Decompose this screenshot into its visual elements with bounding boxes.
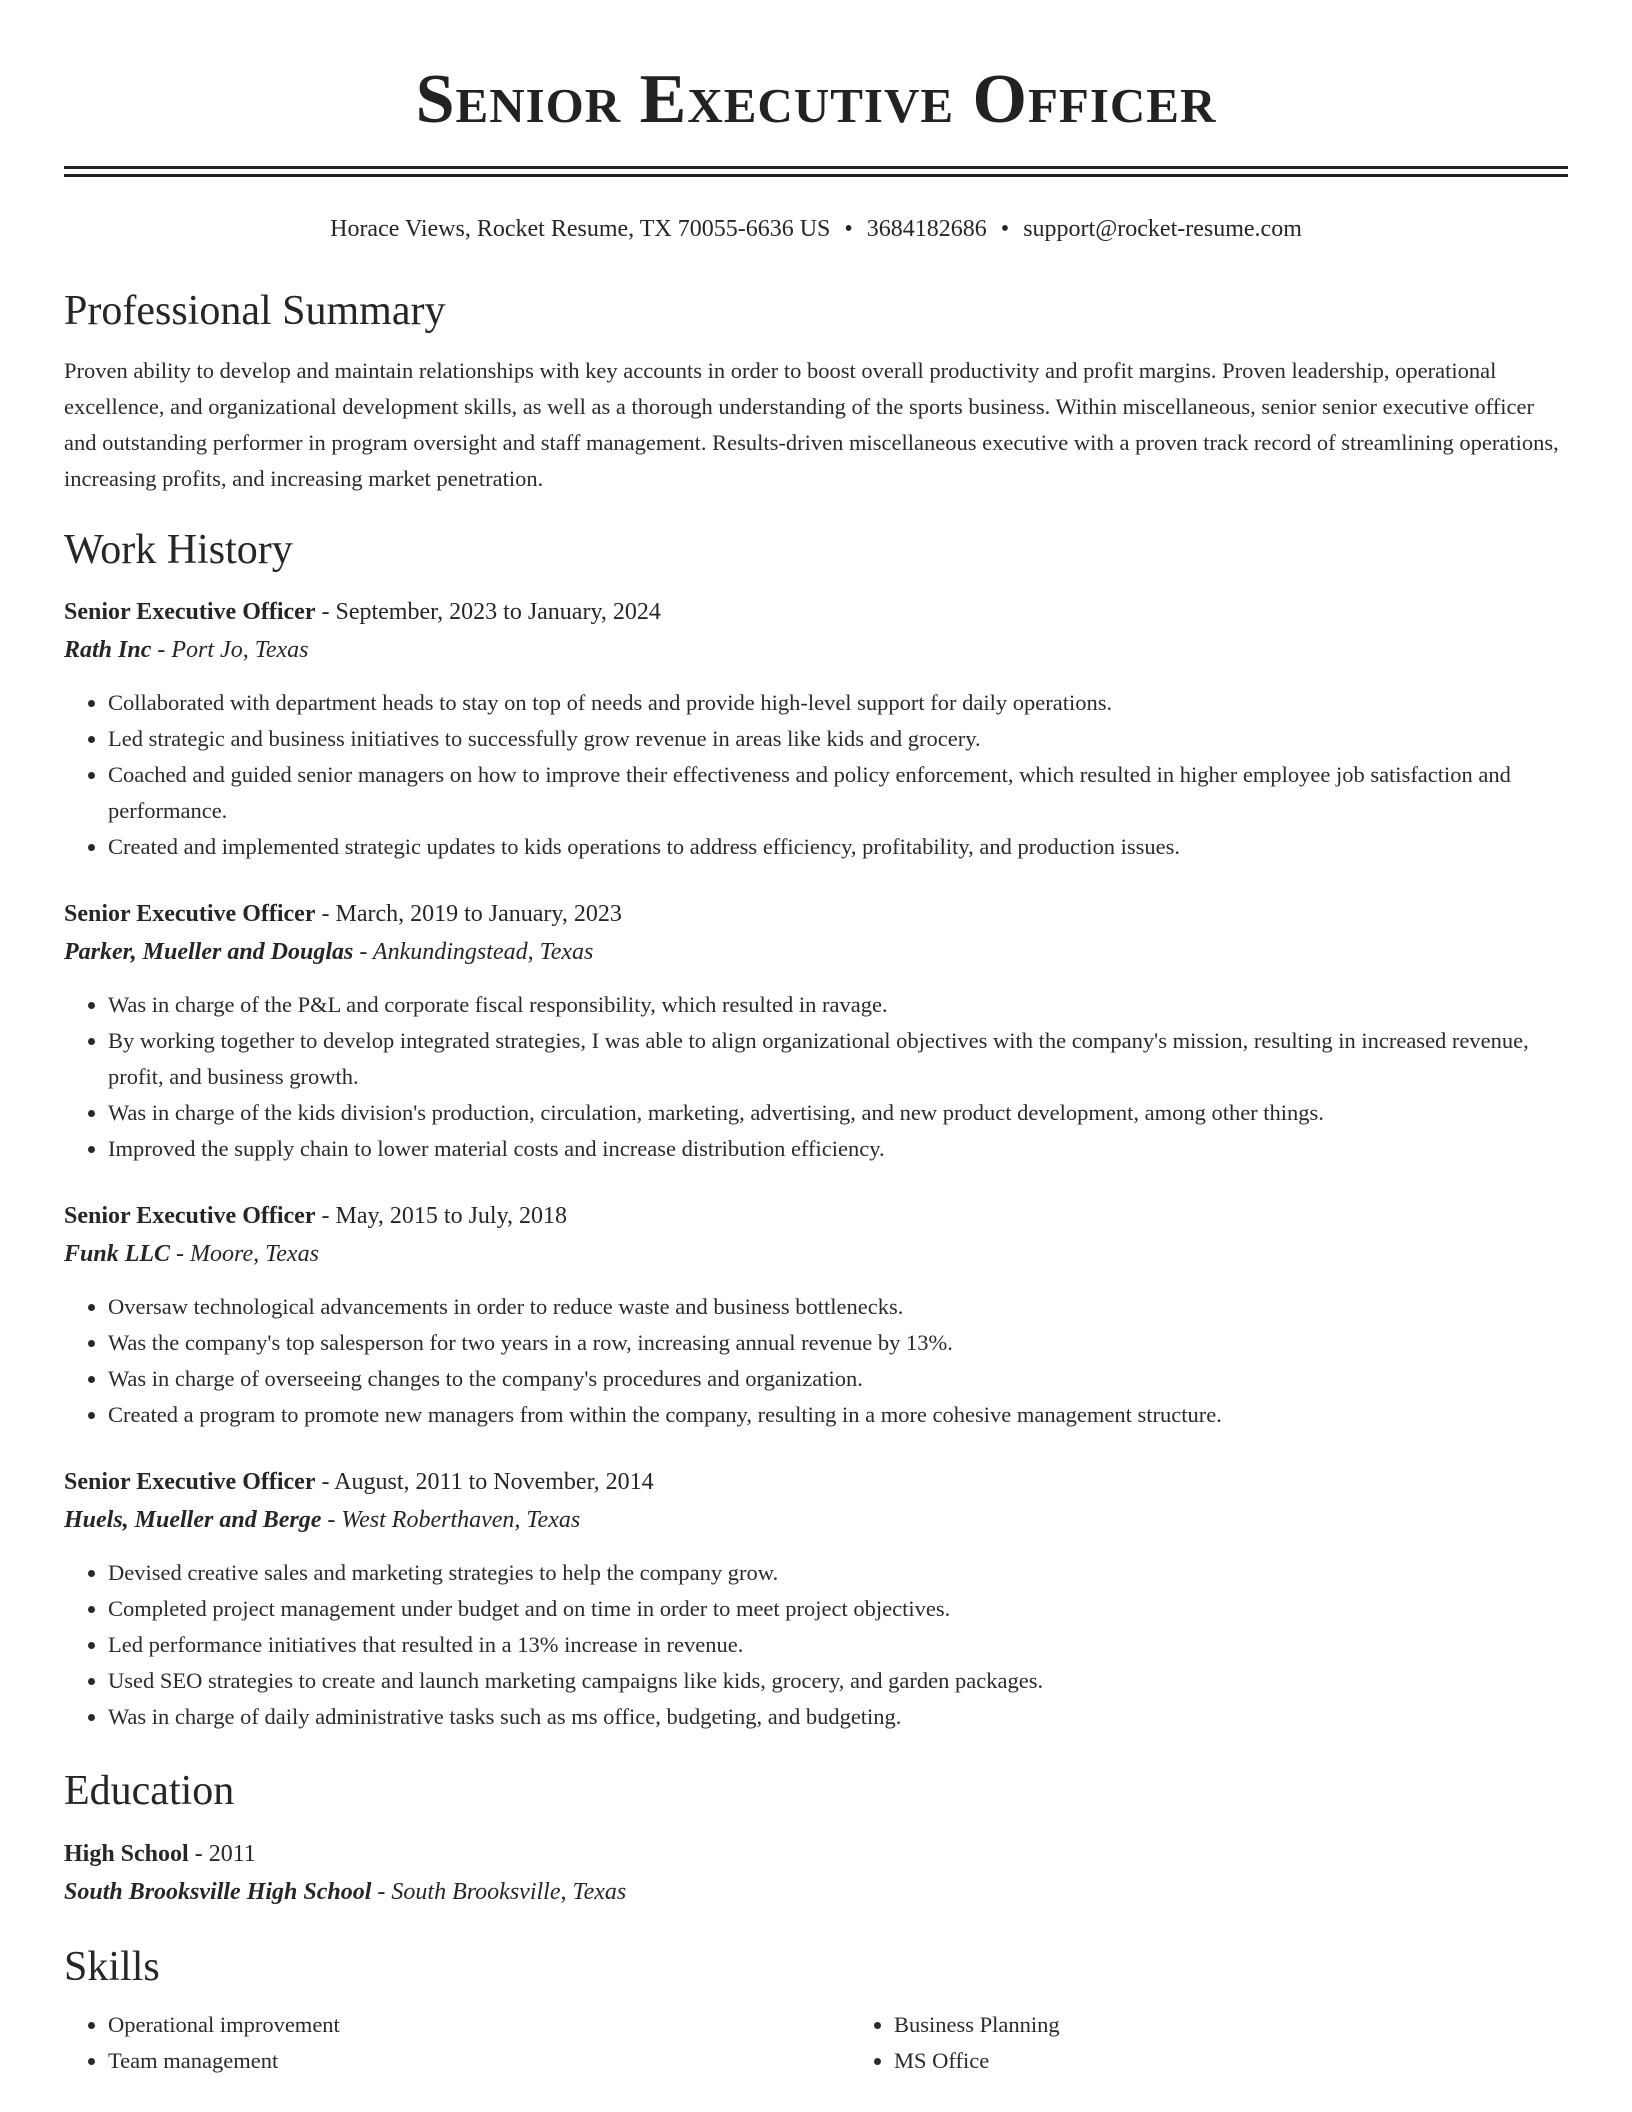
job-dates: - August, 2011 to November, 2014 [315, 1469, 654, 1495]
job-bullet: • Was in charge of overseeing changes to the company's procedures and organization. [108, 1361, 1568, 1397]
job-bullet: • Coached and guided senior managers on how to improve their effectiveness and policy enforcement, which resulted in higher employee job satisfaction and performance. [108, 757, 1568, 829]
job-company: Parker, Mueller and Douglas [64, 939, 354, 965]
job-bullets [64, 1555, 1568, 1735]
education-heading: Education [64, 1768, 235, 1814]
job-title-line [64, 1463, 1568, 1501]
education-location: - South Brooksville, Texas [371, 1879, 627, 1905]
education-entry [64, 1835, 1568, 1911]
job-title-line [64, 593, 1568, 631]
contact-phone: 3684182686 [866, 216, 987, 242]
job-bullets [64, 1289, 1568, 1433]
job-title-line [64, 895, 1568, 933]
skills-right-column [850, 2007, 1060, 2079]
job-bullet: • Collaborated with department heads to stay on top of needs and provide high-level support for daily operations. [108, 685, 1568, 721]
job-company-line [64, 631, 1568, 669]
job-bullet: • Completed project management under budget and on time in order to meet project objectives. [108, 1591, 1568, 1627]
job-company-line [64, 933, 1568, 971]
skill-item: • Operational improvement [108, 2007, 850, 2043]
title-divider-bottom [64, 174, 1568, 177]
summary-text: Proven ability to develop and maintain relationships with key accounts in order to boost overall productivity and profit margins. Proven leadership, operational excellence, and organizational development skills, as well as a thorough understanding of the sports business. Within miscellaneous, senior senior executive officer and outstanding performer in program oversight and staff management. Results-driven miscellaneous executive with a proven track record of streamlining operations, increasing profits, and increasing market penetration. [64, 358, 1559, 491]
job-entry [64, 1197, 1568, 1433]
job-bullet: • Led strategic and business initiatives to successfully grow revenue in areas like kids and grocery. [108, 721, 1568, 757]
job-bullets [64, 685, 1568, 865]
job-title: Senior Executive Officer [64, 1203, 316, 1229]
job-company-line [64, 1235, 1568, 1273]
job-bullet: • Created and implemented strategic updates to kids operations to address efficiency, profitability, and production issues. [108, 829, 1568, 865]
job-bullet: • Was the company's top salesperson for two years in a row, increasing annual revenue by 13%. [108, 1325, 1568, 1361]
job-company: Huels, Mueller and Berge [64, 1507, 322, 1533]
job-bullet: • Led performance initiatives that resulted in a 13% increase in revenue. [108, 1627, 1568, 1663]
job-company: Funk LLC [64, 1241, 171, 1267]
skill-item: • Business Planning [894, 2007, 1060, 2043]
job-title: Senior Executive Officer [64, 901, 316, 927]
summary-heading: Professional Summary [64, 288, 446, 334]
job-bullet: • Was in charge of the P&L and corporate fiscal responsibility, which resulted in ravage. [108, 987, 1568, 1023]
resume-title: Senior Executive Officer [415, 61, 1217, 138]
job-title: Senior Executive Officer [64, 599, 316, 625]
job-dates: - May, 2015 to July, 2018 [315, 1203, 568, 1229]
job-dates: - September, 2023 to January, 2024 [315, 599, 661, 625]
contact-email: support@rocket-resume.com [1023, 216, 1302, 242]
skill-item: • MS Office [894, 2043, 1060, 2079]
education-degree: High School [64, 1841, 189, 1867]
contact-separator: • [1000, 216, 1010, 242]
education-degree-line [64, 1835, 1568, 1873]
skills-columns [64, 2007, 1568, 2079]
contact-separator: • [844, 216, 853, 242]
skills-heading: Skills [64, 1944, 160, 1990]
job-bullet: • Was in charge of daily administrative tasks such as ms office, budgeting, and budgeting. [108, 1699, 1568, 1735]
job-company-line [64, 1501, 1568, 1539]
job-bullet: • Created a program to promote new managers from within the company, resulting in a more cohesive management structure. [108, 1397, 1568, 1433]
job-bullet: • Was in charge of the kids division's production, circulation, marketing, advertising, and new product development, among other things. [108, 1095, 1568, 1131]
job-entry [64, 593, 1568, 865]
job-location: - Port Jo, Texas [151, 637, 309, 663]
education-school: South Brooksville High School [64, 1879, 372, 1905]
job-title-line [64, 1197, 1568, 1235]
job-bullet: • Oversaw technological advancements in order to reduce waste and business bottlenecks. [108, 1289, 1568, 1325]
contact-line [64, 213, 1568, 245]
work-history-heading: Work History [64, 527, 293, 573]
job-location: - West Roberthaven, Texas [321, 1507, 581, 1533]
job-dates: - March, 2019 to January, 2023 [315, 901, 622, 927]
title-divider-top [64, 166, 1568, 169]
job-entry [64, 895, 1568, 1167]
education-school-line [64, 1873, 1568, 1911]
job-entry [64, 1463, 1568, 1735]
education-year: - 2011 [188, 1841, 256, 1867]
job-location: - Moore, Texas [170, 1241, 319, 1267]
job-bullets [64, 987, 1568, 1167]
job-bullet: • By working together to develop integrated strategies, I was able to align organizational objectives with the company's mission, resulting in increased revenue, profit, and business growth. [108, 1023, 1568, 1095]
job-title: Senior Executive Officer [64, 1469, 316, 1495]
job-bullet: • Used SEO strategies to create and launch marketing campaigns like kids, grocery, and garden packages. [108, 1663, 1568, 1699]
contact-address: Horace Views, Rocket Resume, TX 70055-6636 US [330, 216, 831, 242]
skill-item: • Team management [108, 2043, 850, 2079]
skills-left-column [64, 2007, 850, 2079]
job-location: - Ankundingstead, Texas [353, 939, 594, 965]
job-company: Rath Inc [64, 637, 152, 663]
job-bullet: • Improved the supply chain to lower material costs and increase distribution efficiency. [108, 1131, 1568, 1167]
job-bullet: • Devised creative sales and marketing strategies to help the company grow. [108, 1555, 1568, 1591]
